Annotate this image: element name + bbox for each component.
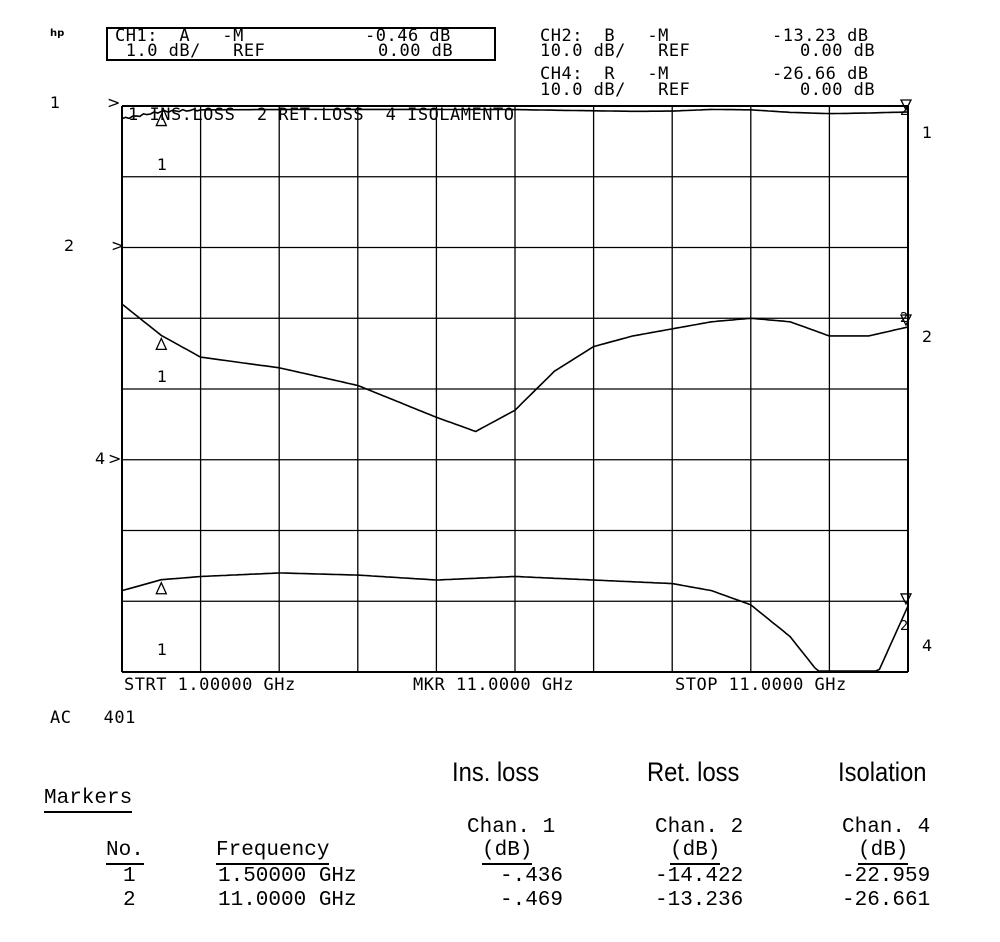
trace-2-end-label: 2 [922,327,933,346]
group-header-ins-loss: Ins. loss [452,757,540,787]
row-1-chan4: -22.959 [842,865,931,888]
ref-level-4-arrow: > [108,449,122,468]
frequency-column-header: Frequency [216,839,329,865]
row-1-no: 1 [123,865,136,888]
ref-level-2-arrow: > [111,236,125,255]
ref-level-2-label: 2 [64,236,75,255]
ref-level-4-label: 4 [95,449,106,468]
ch4-ref: 0.00 dB [800,80,876,100]
chan4-header: Chan. 4 [842,816,931,839]
ch1-label: CH1: A -M [115,26,244,46]
marker-1-triangle [156,583,166,594]
chan4-unit: (dB) [858,839,908,865]
ch2-scale: 10.0 dB/ REF [540,41,691,61]
group-header-isolation: Isolation [838,757,927,787]
trace-2-marker-label: 1 [157,367,168,386]
start-frequency: STRT 1.00000 GHz [124,675,296,695]
trace-1-end-label: 1 [922,123,933,142]
ch2-label: CH2: B -M [540,26,669,46]
chan1-header: Chan. 1 [467,816,556,839]
marker-1-triangle [156,115,166,126]
marker-2-triangle [901,594,911,604]
marker-2-triangle [901,315,911,325]
row-2-chan4: -26.661 [842,889,931,912]
group-header-ret-loss: Ret. loss [647,757,740,787]
marker-2-triangle [901,100,911,110]
no-column-header: No. [106,839,144,865]
row-1-chan1: -.436 [500,865,564,888]
trace-4-marker-2-label: 2 [900,619,909,634]
marker-1-triangle [156,338,166,349]
row-1-frequency: 1.50000 GHz [218,865,357,888]
ch2-ref: 0.00 dB [800,41,876,61]
ch1-value: -0.46 dB [365,26,451,46]
chan1-unit: (dB) [482,839,532,865]
markers-title: Markers [44,787,132,813]
ch1-scale: 1.0 dB/ REF [115,41,266,61]
ch4-label: CH4: R -M [540,64,669,84]
hp-logo: hp [50,28,65,39]
trace-1-marker-label: 1 [157,155,168,174]
row-1-chan2: -14.422 [655,865,744,888]
chan2-header: Chan. 2 [655,816,744,839]
ch1-ref: 0.00 dB [378,41,454,61]
row-2-chan1: -.469 [500,889,564,912]
row-2-frequency: 11.0000 GHz [218,889,357,912]
ref-level-1-arrow: > [107,93,121,112]
trace-4-end-label: 4 [922,636,933,655]
ch4-scale: 10.0 dB/ REF [540,80,691,100]
trace-2-marker-2-label: 2 [900,311,909,326]
ch4-value: -26.66 dB [772,64,869,84]
trace-legend: 1 INS.LOSS 2 RET.LOSS 4 ISOLAMENTO [128,105,515,125]
trace-1-marker-2-label: 2 [900,104,909,119]
trace-4-marker-label: 1 [157,640,168,659]
marker-frequency: MKR 11.0000 GHz [413,675,575,695]
ref-level-1-label: 1 [50,93,61,112]
ac-reading: AC 401 [50,708,136,728]
plot-grid [122,106,908,672]
row-2-no: 2 [123,889,136,912]
chan2-unit: (dB) [670,839,720,865]
row-2-chan2: -13.236 [655,889,744,912]
ch2-value: -13.23 dB [772,26,869,46]
plot-markers [156,100,911,604]
stop-frequency: STOP 11.0000 GHz [675,675,847,695]
